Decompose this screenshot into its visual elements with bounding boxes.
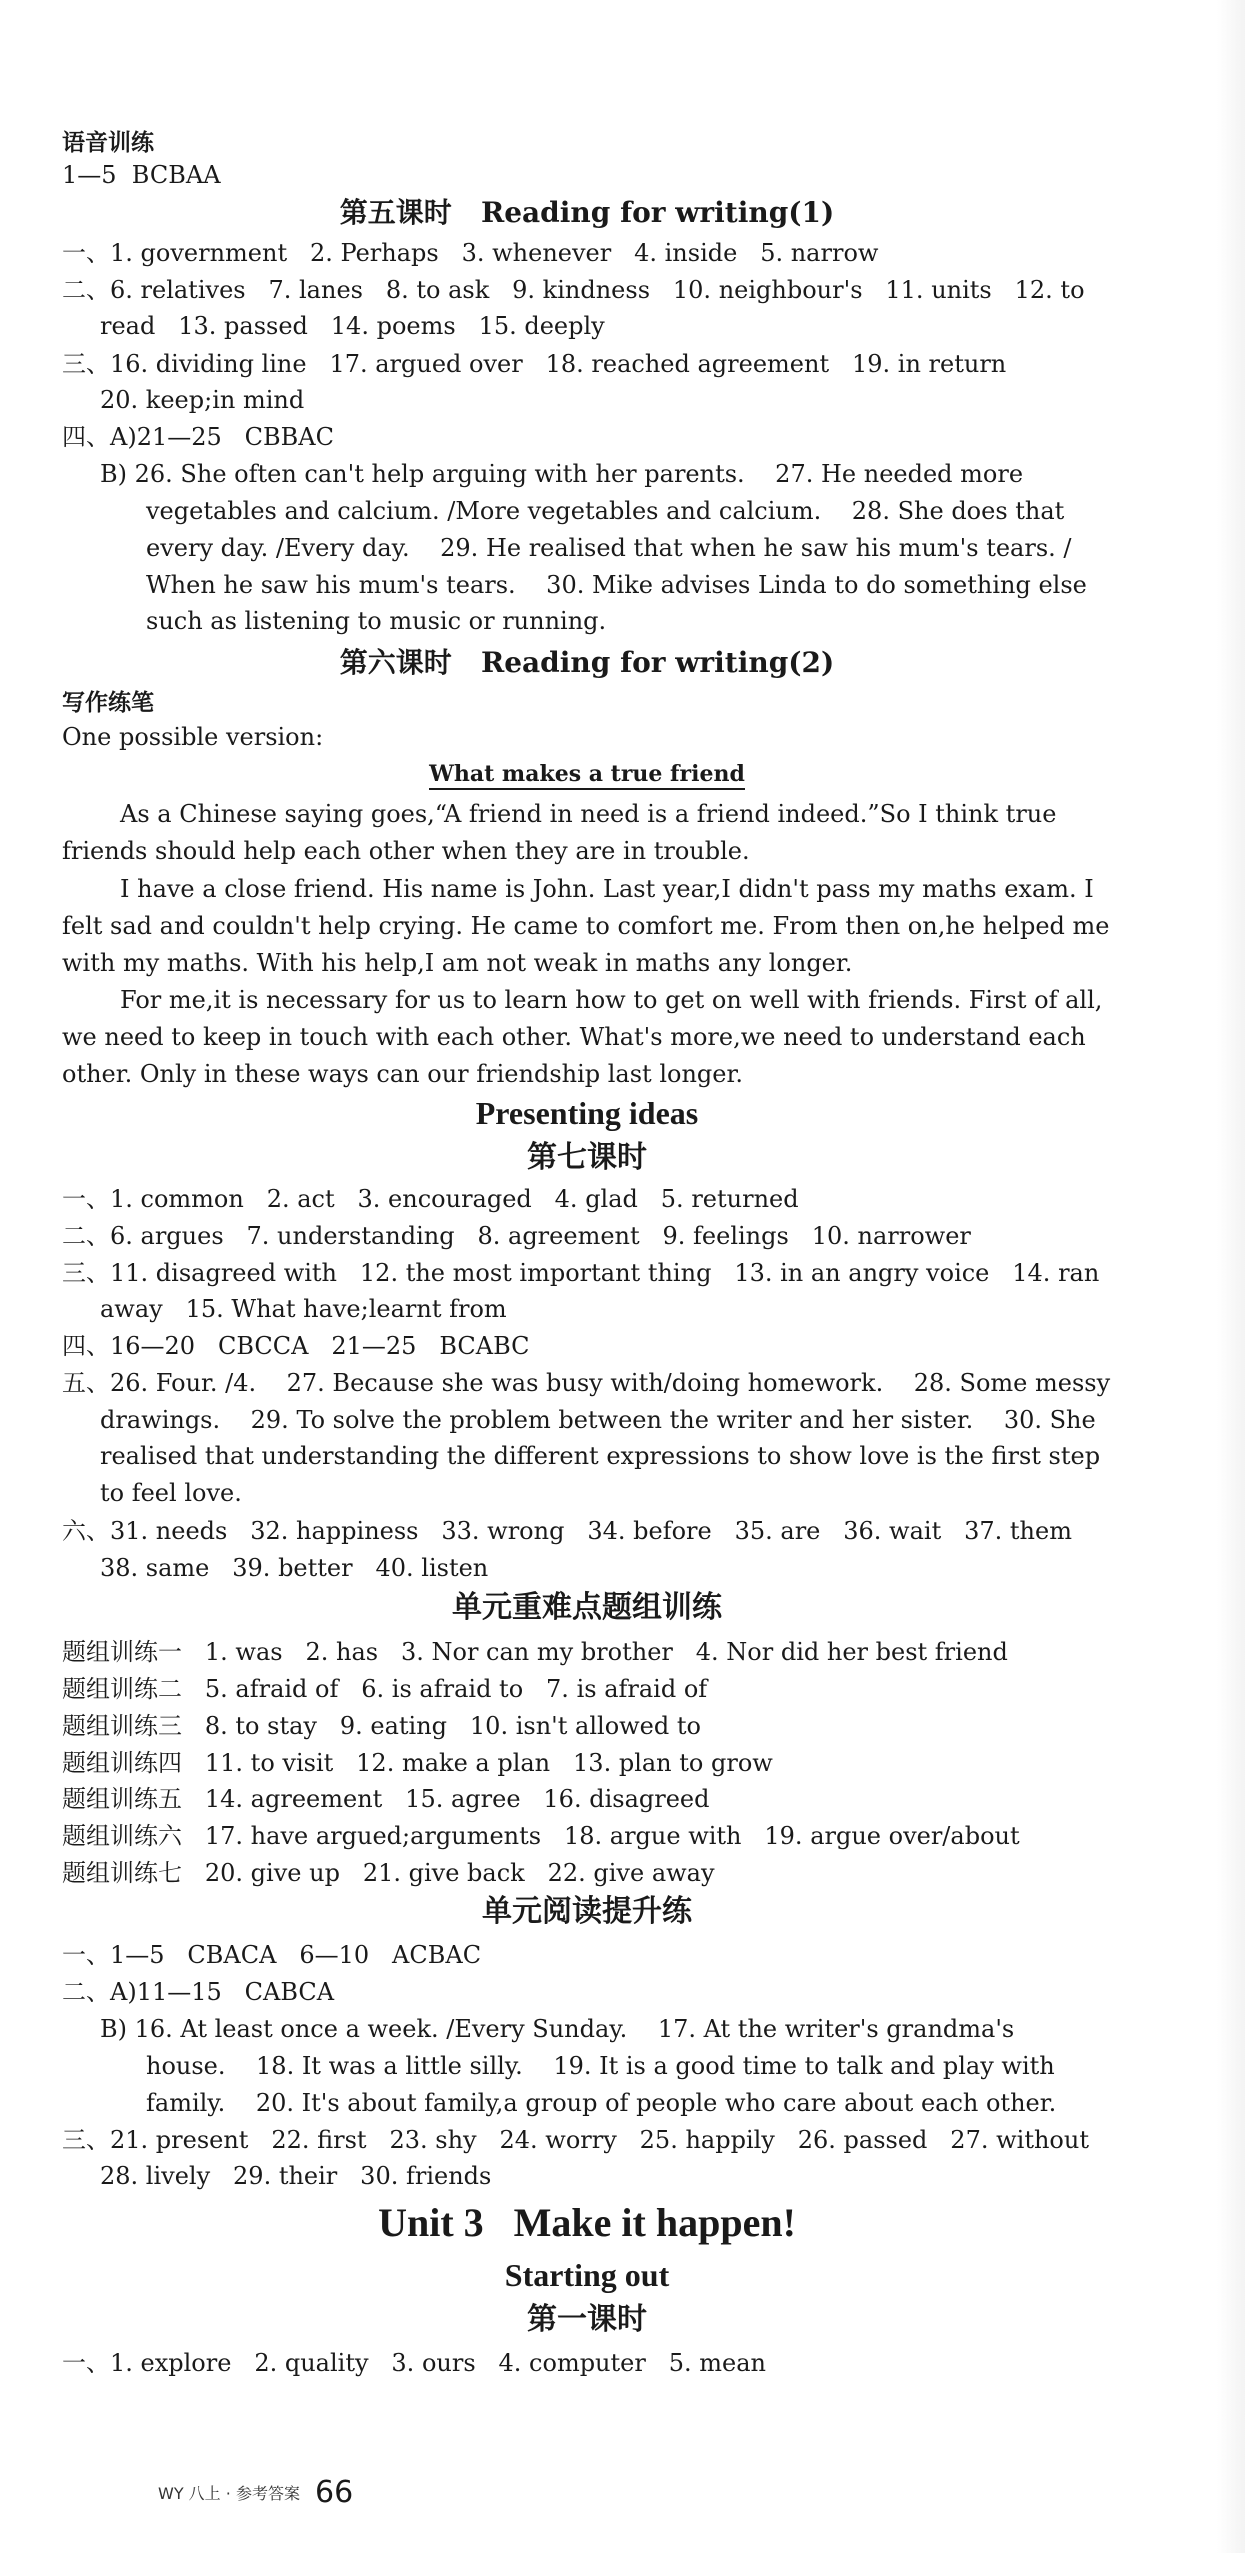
essay-line: I have a close friend. His name is John. Last year,I didn't pass my maths exam. I bbox=[120, 875, 1094, 903]
drill-line: 题组训练六 17. have argued;arguments 18. argue with 19. argue over/about bbox=[62, 1822, 1020, 1850]
section-heading: Starting out bbox=[504, 2257, 670, 2293]
answer-line: 四、A)21—25 CBBAC bbox=[62, 423, 334, 451]
essay-line: As a Chinese saying goes,“A friend in need is a friend indeed.”So I think true bbox=[120, 800, 1057, 828]
answer-line: away 15. What have;learnt from bbox=[100, 1295, 507, 1323]
answer-line: 1—5 BCBAA bbox=[62, 161, 221, 189]
answer-line: to feel love. bbox=[100, 1479, 242, 1507]
essay-line: we need to keep in touch with each other. What's more,we need to understand each bbox=[62, 1023, 1086, 1051]
drill-line: 题组训练三 8. to stay 9. eating 10. isn't allowed to bbox=[62, 1712, 701, 1740]
cn-section-heading: 单元重难点题组训练 bbox=[452, 1590, 722, 1625]
answer-line: 20. keep;in mind bbox=[100, 386, 305, 414]
drill-line: 题组训练七 20. give up 21. give back 22. give away bbox=[62, 1859, 715, 1887]
answer-line: 三、16. dividing line 17. argued over 18. reached agreement 19. in return bbox=[62, 350, 1007, 378]
answer-line: 38. same 39. better 40. listen bbox=[100, 1554, 489, 1582]
drill-line: 题组训练五 14. agreement 15. agree 16. disagreed bbox=[62, 1785, 710, 1813]
essay-title: What makes a true friend bbox=[62, 760, 1112, 788]
answer-line: 三、11. disagreed with 12. the most important thing 13. in an angry voice 14. ran bbox=[62, 1259, 1100, 1287]
answer-line: 一、1. government 2. Perhaps 3. whenever 4. inside 5. narrow bbox=[62, 239, 879, 267]
lesson-heading: 第六课时 Reading for writing(2) bbox=[339, 646, 835, 679]
answer-line: B) 16. At least once a week. /Every Sunday. 17. At the writer's grandma's bbox=[100, 2015, 1015, 2043]
answer-line: 三、21. present 22. first 23. shy 24. worry 25. happily 26. passed 27. without bbox=[62, 2126, 1089, 2154]
lesson-heading: 第七课时 bbox=[527, 1140, 647, 1175]
essay-line: friends should help each other when they are in trouble. bbox=[62, 837, 750, 865]
essay-line: For me,it is necessary for us to learn how to get on well with friends. First of all, bbox=[120, 986, 1103, 1014]
answer-line: 一、1. explore 2. quality 3. ours 4. computer 5. mean bbox=[62, 2349, 766, 2377]
answer-line: vegetables and calcium. /More vegetables and calcium. 28. She does that bbox=[146, 497, 1065, 525]
unit-heading: Unit 3 Make it happen! bbox=[378, 2200, 796, 2245]
drill-line: 题组训练二 5. afraid of 6. is afraid to 7. is afraid of bbox=[62, 1675, 708, 1703]
answer-line: realised that understanding the different expressions to show love is the first step bbox=[100, 1442, 1101, 1470]
drill-line: 题组训练四 11. to visit 12. make a plan 13. plan to grow bbox=[62, 1749, 773, 1777]
essay-line: with my maths. With his help,I am not weak in maths any longer. bbox=[62, 949, 853, 977]
answer-line: read 13. passed 14. poems 15. deeply bbox=[100, 312, 605, 340]
answer-line: 一、1—5 CBACA 6—10 ACBAC bbox=[62, 1941, 482, 1969]
answer-line: 五、26. Four. /4. 27. Because she was busy with/doing homework. 28. Some messy bbox=[62, 1369, 1111, 1397]
answer-line: 二、A)11—15 CABCA bbox=[62, 1978, 335, 2006]
lesson-heading: 第一课时 bbox=[527, 2302, 647, 2337]
drill-line: 题组训练一 1. was 2. has 3. Nor can my brother 4. Nor did her best friend bbox=[62, 1638, 1008, 1666]
section-heading: Presenting ideas bbox=[475, 1095, 699, 1131]
answer-line: 二、6. relatives 7. lanes 8. to ask 9. kindness 10. neighbour's 11. units 12. to bbox=[62, 276, 1085, 304]
paper-edge bbox=[1217, 0, 1245, 2553]
answer-line: drawings. 29. To solve the problem between the writer and her sister. 30. She bbox=[100, 1406, 1096, 1434]
answer-line: such as listening to music or running. bbox=[146, 607, 607, 635]
lesson-heading: 第五课时 Reading for writing(1) bbox=[339, 196, 835, 229]
answer-line: B) 26. She often can't help arguing with her parents. 27. He needed more bbox=[100, 460, 1024, 488]
page-number: 66 bbox=[315, 2475, 354, 2510]
answer-line: house. 18. It was a little silly. 19. It is a good time to talk and play with bbox=[146, 2052, 1055, 2080]
answer-line: 一、1. common 2. act 3. encouraged 4. glad 5. returned bbox=[62, 1185, 799, 1213]
answer-line: One possible version: bbox=[62, 723, 324, 751]
answer-line: 六、31. needs 32. happiness 33. wrong 34. before 35. are 36. wait 37. them bbox=[62, 1517, 1072, 1545]
answer-line: 28. lively 29. their 30. friends bbox=[100, 2162, 492, 2190]
answer-line: family. 20. It's about family,a group of people who care about each other. bbox=[146, 2089, 1057, 2117]
label-writing: 写作练笔 bbox=[62, 690, 154, 716]
cn-section-heading: 单元阅读提升练 bbox=[482, 1894, 692, 1929]
answer-line: 四、16—20 CBCCA 21—25 BCABC bbox=[62, 1332, 530, 1360]
answer-line: 二、6. argues 7. understanding 8. agreement 9. feelings 10. narrower bbox=[62, 1222, 971, 1250]
answer-line: every day. /Every day. 29. He realised that when he saw his mum's tears. / bbox=[146, 534, 1072, 562]
answer-line: When he saw his mum's tears. 30. Mike advises Linda to do something else bbox=[146, 571, 1087, 599]
page-footer bbox=[158, 2475, 353, 2510]
essay-line: other. Only in these ways can our friendship last longer. bbox=[62, 1060, 743, 1088]
footer-tag: WY 八上 · 参考答案 bbox=[158, 2484, 300, 2503]
label-phonetics: 语音训练 bbox=[62, 130, 154, 156]
essay-line: felt sad and couldn't help crying. He came to comfort me. From then on,he helped me bbox=[62, 912, 1110, 940]
